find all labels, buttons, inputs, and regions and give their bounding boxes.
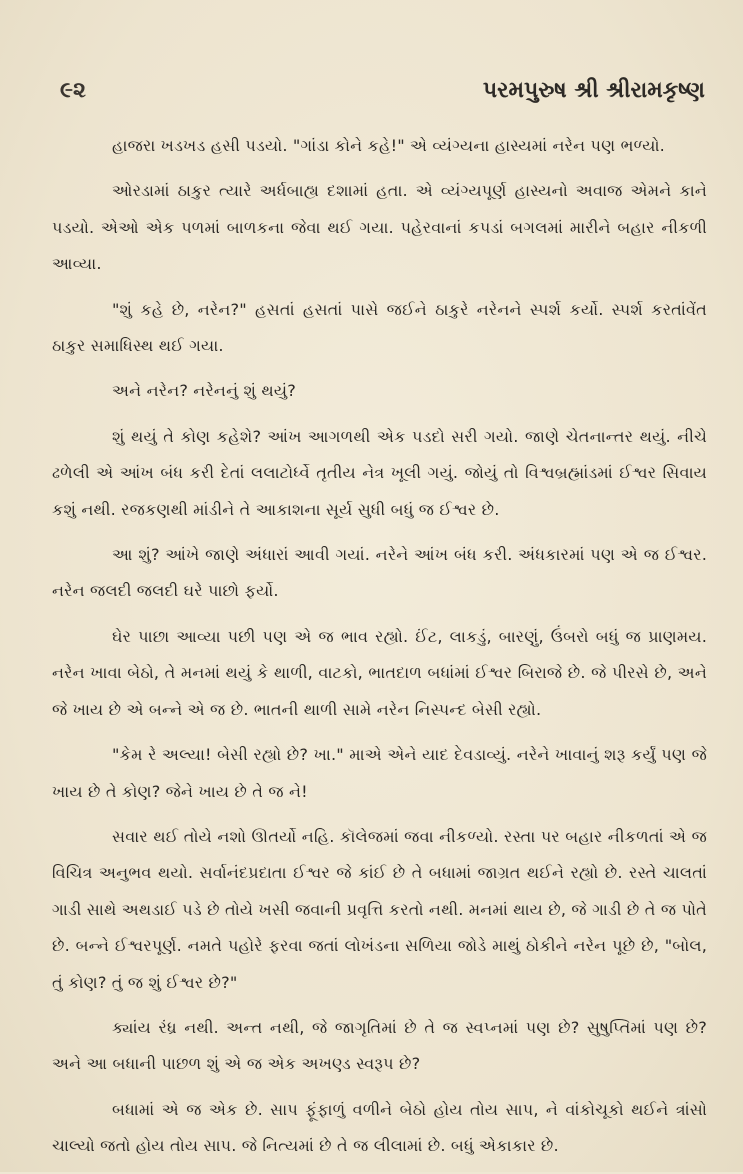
paragraph: ઓરડામાં ઠાકુર ત્યારે અર્ધબાહ્ય દશામાં હતા. એ વ્યંગ્યપૂર્ણ હાસ્યનો અવાજ એમને કાને પડયો. એઓ એક પળમાં બાળકના જેવા થઈ ગયા. પહેરવાનાં કપડાં બગલમાં મારીને બહાર નીકળી આવ્યા. <box>52 181 707 274</box>
paragraph: ક્યાંય રંધ્ર નથી. અન્ત નથી, જે જાગૃતિમાં છે તે જ સ્વપ્નમાં પણ છે? સુષુપ્તિમાં પણ છે? અને આ બધાની પાછળ શું એ જ એક અખણ્ડ સ્વરૂપ છે? <box>52 1017 707 1074</box>
paragraph: આ શું? આંખે જાણે અંધારાં આવી ગયાં. નરેને આંખ બંધ કરી. અંધકારમાં પણ એ જ ઈશ્વર. નરેન જલદી જલદી ઘરે પાછો ફર્યો. <box>52 545 707 601</box>
paragraph: સવાર થઈ તોયે નશો ઊતર્યો નહિ. કૉલેજમાં જવા નીકળ્યો. રસ્તા પર બહાર નીકળતાં એ જ વિચિત્ર અનુભવ થયો. સર્વાનંદપ્રદાતા ઈશ્વર જે કાંઈ છે તે બધામાં જાગ્રત થઈને રહ્યો છે. રસ્તે ચાલતાં ગાડી સાથે અથડાઈ પડે છે તોયે ખસી જવાની પ્રવૃત્તિ કરતો નથી. મનમાં થાય છે, જે ગાડી છે તે જ પોતે છે. બન્ને ઈશ્વરપૂર્ણ. નમતે પહોરે ફરવા જતાં લોખંડના સળિયા જોડે માથું ઠોકીને નરેન પૂછે છે, "બોલ, તું કોણ? તું જ શું ઈશ્વર છે?" <box>52 826 707 992</box>
page-number: ૯૨ <box>60 78 86 103</box>
paragraph: હાજરા ખડખડ હસી પડયો. "ગાંડા કોને કહે!" એ વ્યંગ્યના હાસ્યમાં નરેન પણ ભળ્યો. <box>112 136 665 155</box>
paragraph: અને નરેન? નરેનનું શું થયું? <box>112 381 296 401</box>
paragraph: "કેમ રે અલ્યા! બેસી રહ્યો છે? ખા." માએ એને યાદ દેવડાવ્યું. નરેને ખાવાનું શરૂ કર્યું પણ જે ખાય છે તે કોણ? જેને ખાય છે તે જ ને! <box>52 745 707 801</box>
paragraph: "શું કહે છે, નરેન?" હસતાં હસતાં પાસે જઈને ઠાકુરે નરેનને સ્પર્શ કર્યો. સ્પર્શ કરતાંવેંત ઠાકુર સમાધિસ્થ થઈ ગયા. <box>52 299 707 356</box>
running-title: પરમપુરુષ શ્રી શ્રીરામકૃષ્ણ <box>482 78 705 103</box>
body-text <box>52 128 707 1174</box>
page-header <box>60 78 705 118</box>
paragraph: શું થયું તે કોણ કહેશે? આંખ આગળથી એક પડદો સરી ગયો. જાણે ચેતનાન્તર થયું. નીચે ઢળેલી એ આંખ બંધ કરી દેતાં લલાટોર્ધ્વે તૃતીય નેત્ર ખૂલી ગયું. જોયું તો વિશ્વબ્રહ્માંડમાં ઈશ્વર સિવાય કશું નથી. રજકણથી માંડીને તે આકાશના સૂર્ય સુધી બધું જ ઈશ્વર છે. <box>52 426 707 519</box>
paragraph: ઘેર પાછા આવ્યા પછી પણ એ જ ભાવ રહ્યો. ઈંટ, લાકડું, બારણું, ઉંબરો બધું જ પ્રાણમય. નરેન ખાવા બેઠો, તે મનમાં થયું કે થાળી, વાટકો, ભાતદાળ બધાંમાં ઈશ્વર બિરાજે છે. જે પીરસે છે, અને જે ખાય છે એ બન્ને એ જ છે. ભાતની થાળી સામે નરેન નિસ્પન્દ બેસી રહ્યો. <box>52 626 707 719</box>
paragraph: બધામાં એ જ એક છે. સાપ ફૂંફાળું વળીને બેઠો હોય તોય સાપ, ને વાંકોચૂકો થઈને ત્રાંસો ચાલ્યો જતો હોય તોય સાપ. જે નિત્યમાં છે તે જ લીલામાં છે. બધું એકાકાર છે. <box>52 1099 707 1156</box>
